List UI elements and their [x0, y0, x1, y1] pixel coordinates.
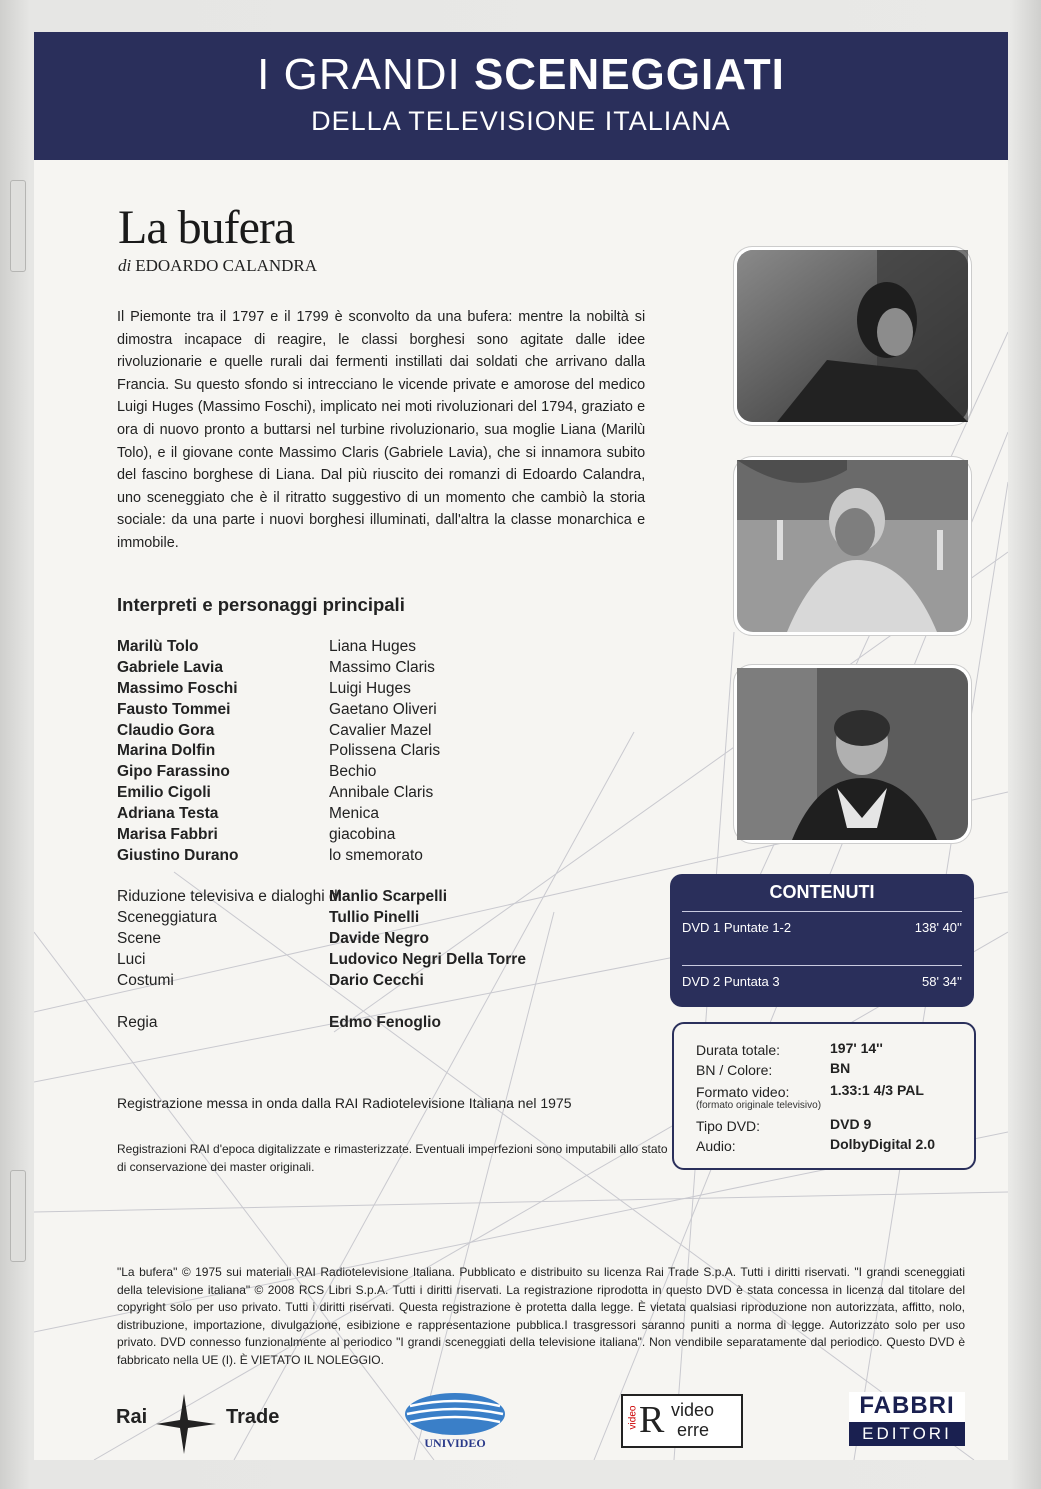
- spec-label: Formato video:: [696, 1084, 790, 1100]
- credit-value: Davide Negro: [329, 929, 429, 947]
- tech-specs-box: [672, 1022, 976, 1170]
- author-prefix: di: [118, 256, 132, 275]
- character-name: Gaetano Oliveri: [329, 700, 437, 718]
- actor-name: Claudio Gora: [117, 721, 215, 739]
- actor-name: Fausto Tommei: [117, 700, 231, 718]
- divider: [682, 911, 962, 912]
- rai-trade-logo: [116, 1394, 296, 1454]
- actor-name: Adriana Testa: [117, 805, 219, 823]
- still-photo-2: [734, 457, 971, 635]
- actor-name: Marisa Fabbri: [117, 826, 218, 844]
- character-name: Cavalier Mazel: [329, 721, 432, 739]
- restoration-note: Registrazioni RAI d'epoca digitalizzate e rimasterizzate. Eventuali imperfezioni sono imputabili allo stato di conservazione dei master originali.: [117, 1142, 668, 1174]
- credit-label: Scene: [117, 929, 161, 947]
- univideo-logo: [404, 1392, 506, 1454]
- credit-label: Sceneggiatura: [117, 908, 217, 926]
- disc-label: DVD 2 Puntata 3: [682, 974, 780, 989]
- contents-panel: [670, 874, 974, 1007]
- contents-title: CONTENUTI: [769, 882, 875, 902]
- legal-notice: "La bufera" © 1975 sui materiali RAI Radiotelevisione Italiana. Pubblicato e distribuito su licenza Rai Trade S.p.A. Tutti i diritti riservati. "I grandi sceneggiati della televisione italiana" © 2008 RCS Libri S.p.A. Tutti i diritti riservati. La registrazione riprodotta in questo DVD è stata concessa in licenza dal titolare del copyright solo per uso privato. Tutti i diritti riservati. Questa registrazione è protetta dalla legge. È vietata qualsiasi riproduzione non autorizzata, affitto, nolo, distribuzione, importazione, divulgazione, esibizione e rappresentazione pubblica.I trasgressori saranno puniti a norma di legge. Autorizzato solo per uso privato. DVD connesso funzionalmente al periodico "I grandi sceneggiati della televisione italiana". Non vendibile separatamente dal periodico. Questo DVD è fabbricato nella UE (I). È VIETATO IL NOLEGGIO.: [117, 1265, 965, 1367]
- disc-duration: 138' 40'': [914, 920, 962, 935]
- fabbri-logo-text: FABBRI: [849, 1392, 965, 1422]
- spec-label: Audio:: [696, 1138, 736, 1154]
- character-name: Menica: [329, 805, 379, 823]
- spec-value: BN: [830, 1060, 851, 1076]
- disc-duration: 58' 34'': [922, 974, 962, 989]
- spec-value: DVD 9: [830, 1116, 872, 1132]
- videoerre-main-text: video: [671, 1400, 715, 1420]
- spec-value: 1.33:1 4/3 PAL: [830, 1082, 924, 1098]
- series-title: [34, 50, 1008, 100]
- actor-name: Giustino Durano: [117, 846, 239, 864]
- credit-value: Tullio Pinelli: [329, 908, 420, 926]
- character-name: Liana Huges: [329, 638, 417, 655]
- credit-label: Luci: [117, 950, 146, 968]
- spec-label: Tipo DVD:: [696, 1118, 761, 1134]
- spec-value: DolbyDigital 2.0: [830, 1136, 936, 1152]
- character-name: Annibale Claris: [329, 784, 434, 802]
- actor-name: Marina Dolfin: [117, 742, 216, 760]
- actor-name: Marilù Tolo: [117, 638, 199, 655]
- cover-sheet: [34, 32, 1008, 1460]
- rai-logo-text: Rai: [116, 1406, 148, 1428]
- character-name: giacobina: [329, 826, 396, 844]
- character-name: Polissena Claris: [329, 742, 441, 760]
- cast-heading: Interpreti e personaggi principali: [117, 594, 405, 615]
- author-name: EDOARDO CALANDRA: [135, 256, 318, 275]
- actor-name: Gabriele Lavia: [117, 658, 223, 676]
- still-photo-3: [734, 665, 971, 843]
- page-title: La bufera: [118, 201, 295, 254]
- spec-value: 197' 14'': [830, 1040, 883, 1056]
- case-clip-tab: [10, 180, 26, 272]
- still-photo-1: [734, 247, 971, 425]
- credit-value: Ludovico Negri Della Torre: [329, 950, 526, 968]
- spec-label: Durata totale:: [696, 1042, 781, 1058]
- author-line: [118, 256, 317, 276]
- character-name: lo smemorato: [329, 846, 423, 864]
- videoerre-sub-text: erre: [677, 1420, 710, 1440]
- credit-value: Dario Cecchi: [329, 971, 424, 989]
- director-label: Regia: [117, 1014, 158, 1031]
- character-name: Bechio: [329, 763, 377, 781]
- univideo-waves-icon: [404, 1392, 506, 1436]
- credit-label: Costumi: [117, 971, 174, 989]
- trade-logo-text: Trade: [226, 1406, 280, 1428]
- series-header: [34, 32, 1008, 160]
- rai-star-icon: [156, 1394, 216, 1454]
- videoerre-logo: [621, 1394, 743, 1448]
- fabbri-editori-logo: [849, 1392, 965, 1446]
- synopsis: Il Piemonte tra il 1797 e il 1799 è sconvolto da una bufera: mentre la nobiltà si dimostra incapace di reagire, le classi borghesi sono agitate dalle idee rivoluzionarie e quelle rurali dai fermenti instillati dai soldati che arrivano dalla Francia. Su questo sfondo si intrecciano le vicende private e amorose del medico Luigi Huges (Massimo Foschi), implicato nei moti rivoluzionari del 1794, graziato e ora di nuovo pronto a buttarsi nel turbine rivoluzionario, sua moglie Liana (Marilù Tolo), e il giovane conte Massimo Claris (Gabriele Lavia), che si innamora subito del fascino borghese di Liana. Dal più riuscito dei romanzi di Edoardo Calandra, uno sceneggiato che è il ritratto suggestivo di un momento che cambiò la storia sociale: da una parte i nuovi borghesi illuminati, dall'altra la classe monarchica e immobile.: [117, 308, 646, 551]
- character-name: Luigi Huges: [329, 679, 411, 697]
- actor-name: Emilio Cigoli: [117, 784, 211, 802]
- case-clip-tab: [10, 1170, 26, 1262]
- credit-label: Riduzione televisiva e dialoghi di: [117, 888, 342, 905]
- spec-label: BN / Colore:: [696, 1062, 773, 1078]
- videoerre-r-icon: R: [639, 1399, 665, 1441]
- divider: [682, 965, 962, 966]
- actor-name: Massimo Foschi: [117, 679, 238, 697]
- credit-value: Manlio Scarpelli: [329, 888, 448, 905]
- character-name: Massimo Claris: [329, 658, 435, 676]
- series-title-bold: SCENEGGIATI: [473, 50, 785, 99]
- videoerre-side-text: video: [627, 1405, 639, 1430]
- editori-logo-text: EDITORI: [849, 1422, 965, 1446]
- spec-sublabel: (formato originale televisivo): [696, 1100, 822, 1111]
- director-name: Edmo Fenoglio: [329, 1014, 441, 1031]
- series-title-light: I GRANDI: [257, 50, 461, 99]
- univideo-logo-text: UNIVIDEO: [424, 1436, 486, 1450]
- actor-name: Gipo Farassino: [117, 763, 230, 781]
- broadcast-note: Registrazione messa in onda dalla RAI Radiotelevisione Italiana nel 1975: [117, 1095, 572, 1111]
- director-credit: [117, 1014, 441, 1032]
- series-subtitle: DELLA TELEVISIONE ITALIANA: [311, 106, 731, 136]
- disc-label: DVD 1 Puntate 1-2: [682, 920, 792, 935]
